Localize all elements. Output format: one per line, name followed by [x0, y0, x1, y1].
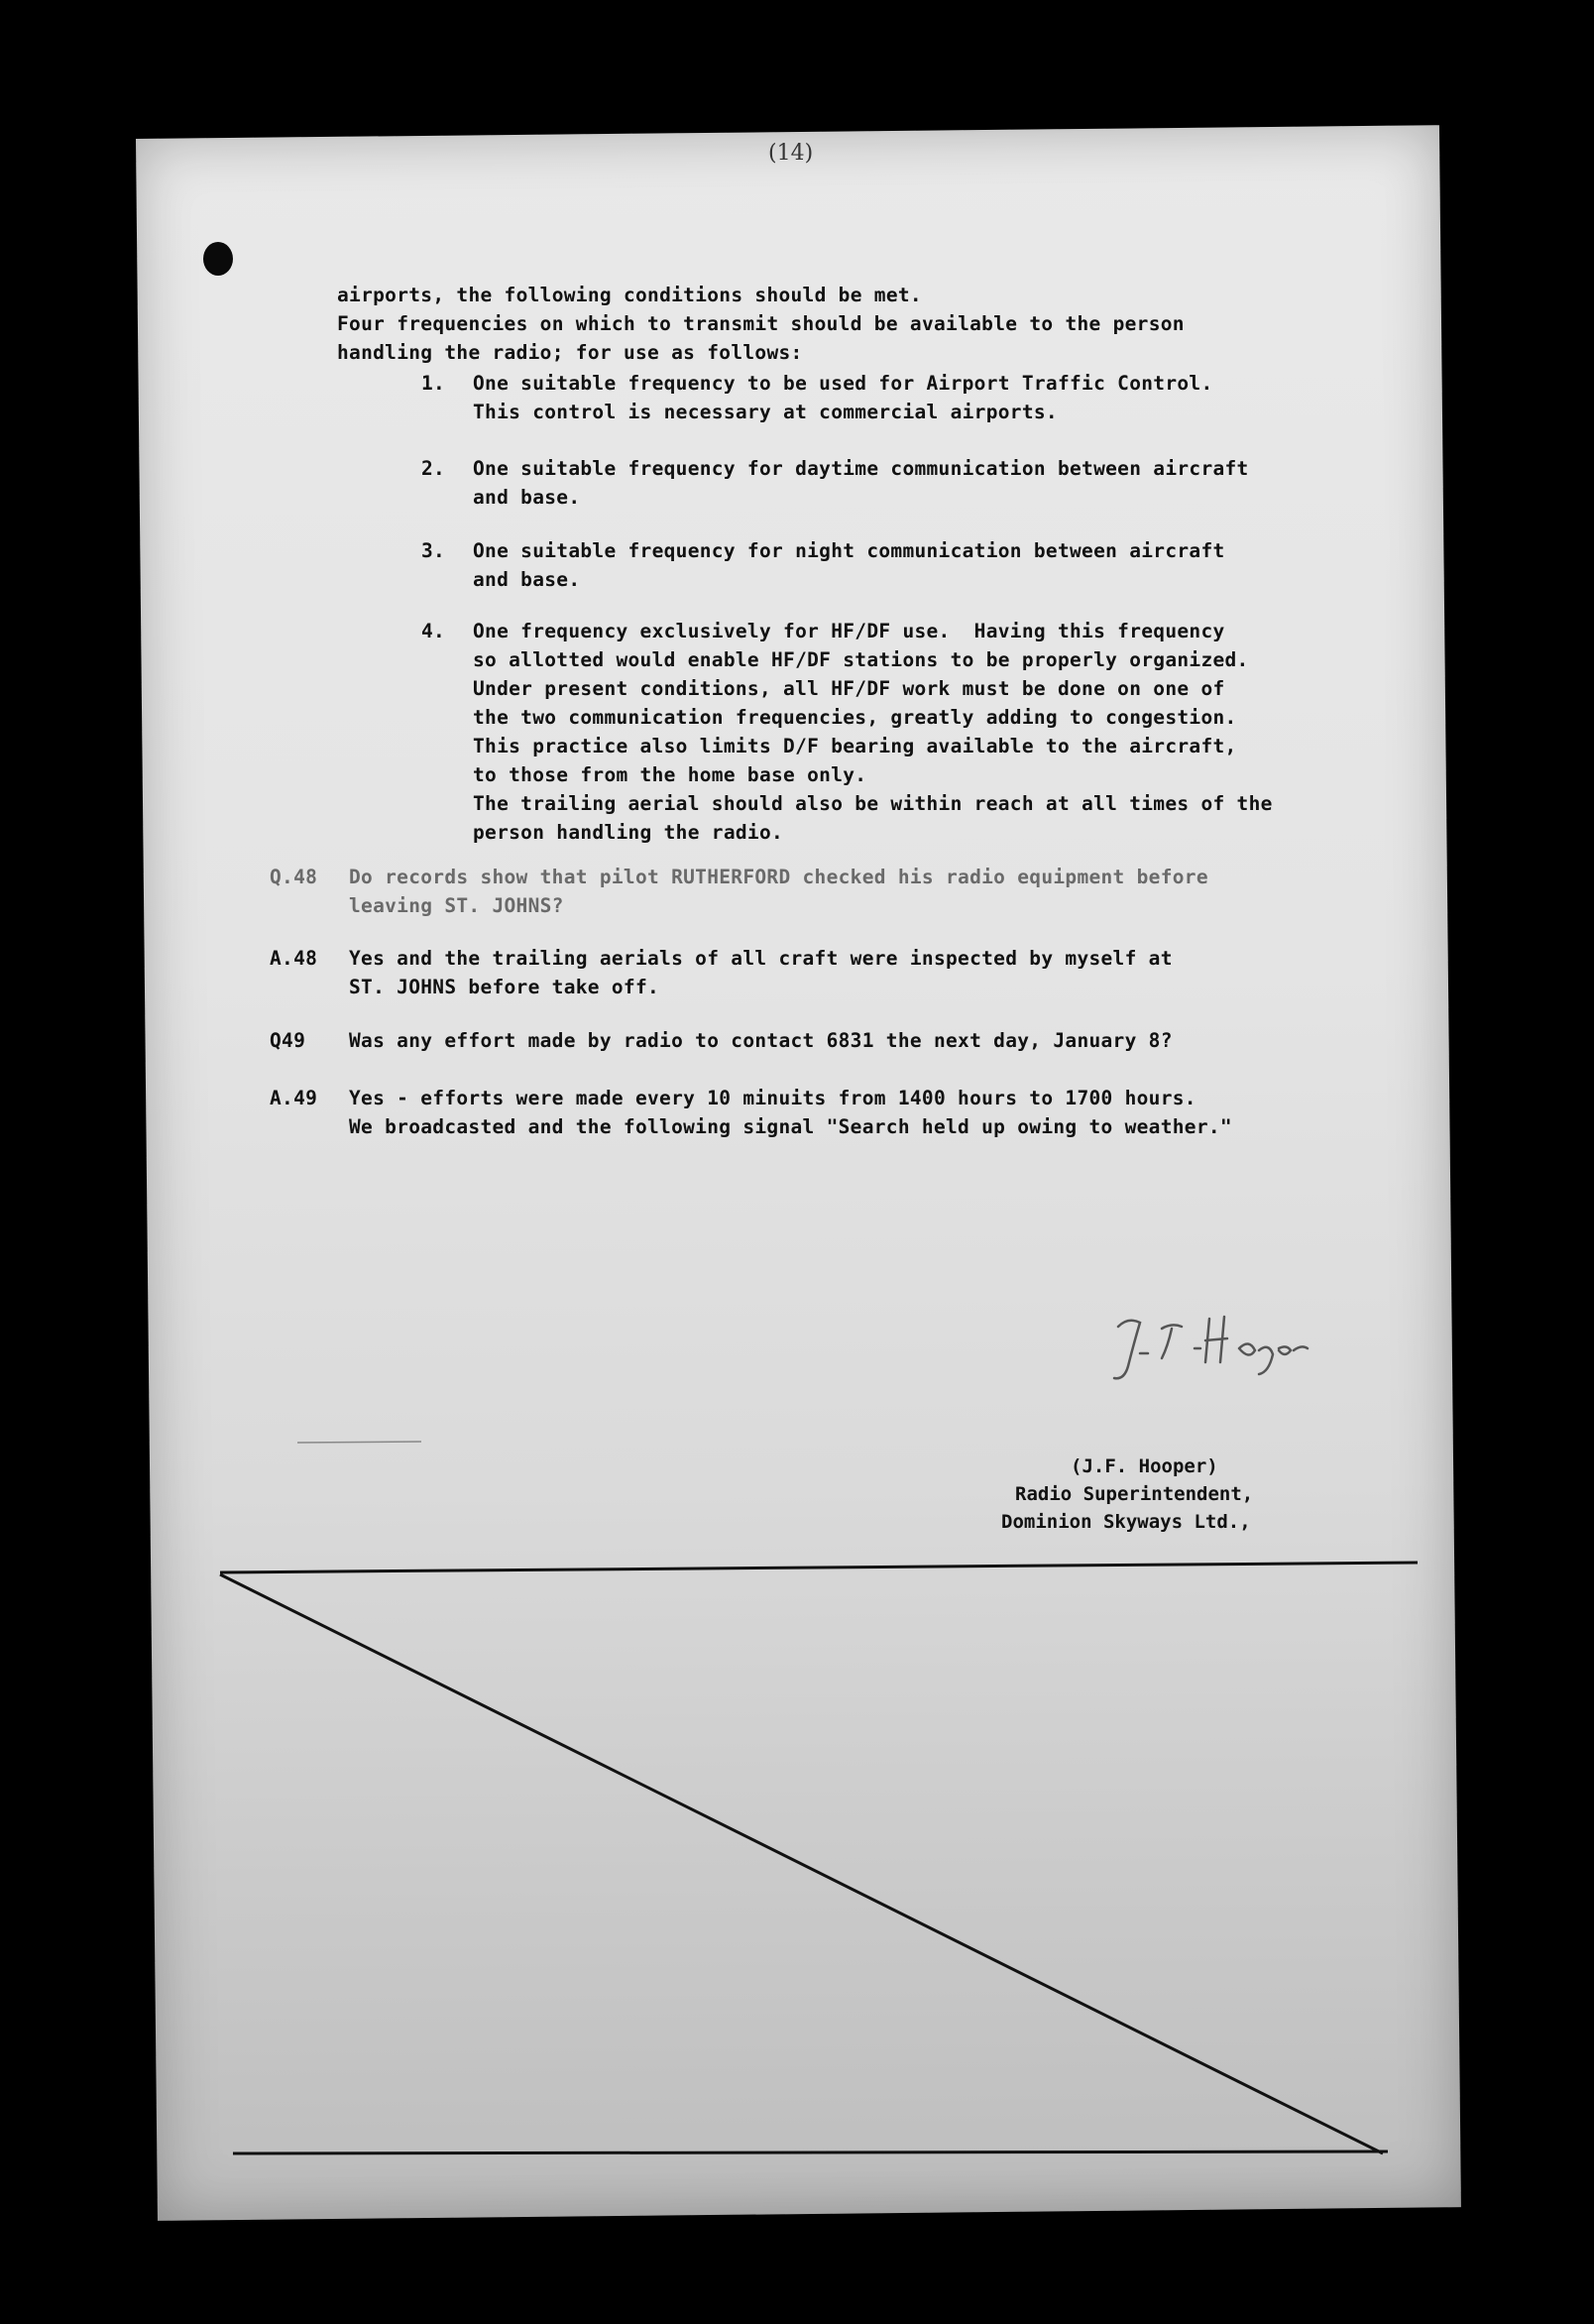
q48-line-2: leaving ST. JOHNS?	[349, 894, 564, 917]
bottom-rule-line	[233, 2151, 1388, 2153]
item-4-line-1: One frequency exclusively for HF/DF use. Having this frequency	[473, 620, 1225, 642]
item-1-number: 1.	[421, 372, 446, 395]
q48-line-1: Do records show that pilot RUTHERFORD checked his radio equipment before	[349, 866, 1208, 888]
intro-line-2: Four frequencies on which to transmit should be available to the person	[337, 312, 1185, 335]
intro-line-3: handling the radio; for use as follows:	[337, 341, 803, 364]
diagonal-cancel-line	[220, 1574, 1383, 2153]
intro-line-1: airports, the following conditions should be met.	[337, 284, 922, 306]
a48-line-2: ST. JOHNS before take off.	[349, 976, 660, 998]
q49-label: Q49	[270, 1029, 306, 1052]
item-3-number: 3.	[421, 539, 446, 562]
item-4-line-7: The trailing aerial should also be within reach at all times of the	[473, 792, 1273, 815]
a49-line-1: Yes - efforts were made every 10 minuits from 1400 hours to 1700 hours.	[349, 1087, 1196, 1109]
item-3-line-1: One suitable frequency for night communication between aircraft	[473, 539, 1225, 562]
item-3-line-2: and base.	[473, 568, 581, 591]
item-1-line-2: This control is necessary at commercial airports.	[473, 401, 1058, 423]
top-rule-line	[220, 1563, 1418, 1572]
a49-line-2: We broadcasted and the following signal "Search held up owing to weather."	[349, 1115, 1232, 1138]
item-1-line-1: One suitable frequency to be used for Airport Traffic Control.	[473, 372, 1213, 395]
item-4-line-6: to those from the home base only.	[473, 763, 867, 786]
a48-line-1: Yes and the trailing aerials of all craft were inspected by myself at	[349, 947, 1173, 970]
page-number: (14)	[768, 141, 814, 166]
faint-rule-line	[297, 1442, 421, 1443]
item-2-line-1: One suitable frequency for daytime communication between aircraft	[473, 457, 1249, 480]
signature-company: Dominion Skyways Ltd.,	[1001, 1511, 1251, 1533]
q49-line-1: Was any effort made by radio to contact 6831 the next day, January 8?	[349, 1029, 1173, 1052]
q48-label: Q.48	[270, 866, 318, 888]
item-4-line-5: This practice also limits D/F bearing available to the aircraft,	[473, 735, 1237, 757]
signature-name: (J.F. Hooper)	[1071, 1455, 1218, 1477]
item-2-number: 2.	[421, 457, 446, 480]
item-4-number: 4.	[421, 620, 446, 642]
item-2-line-2: and base.	[473, 486, 581, 509]
signature-title: Radio Superintendent,	[1015, 1483, 1254, 1505]
item-4-line-2: so allotted would enable HF/DF stations to be properly organized.	[473, 648, 1249, 671]
handwritten-signature	[1114, 1317, 1308, 1378]
item-4-line-3: Under present conditions, all HF/DF work must be done on one of	[473, 677, 1225, 700]
item-4-line-4: the two communication frequencies, greatly adding to congestion.	[473, 706, 1237, 729]
a48-label: A.48	[270, 947, 318, 970]
a49-label: A.49	[270, 1087, 318, 1109]
item-4-line-8: person handling the radio.	[473, 821, 784, 844]
